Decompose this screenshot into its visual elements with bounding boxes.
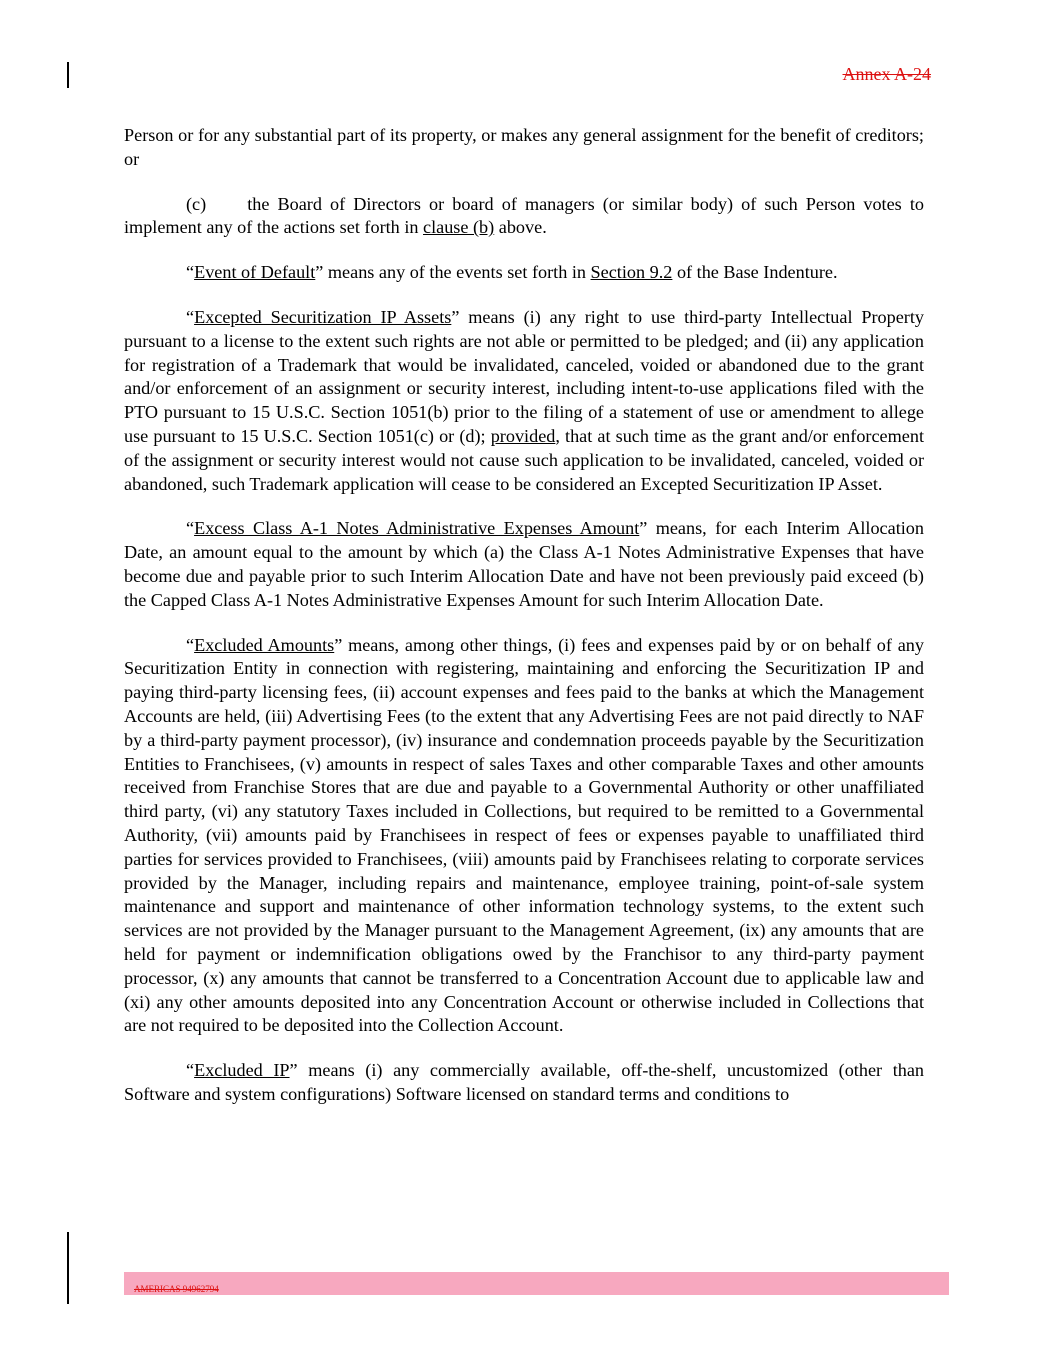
defined-term: Excepted Securitization IP Assets — [194, 306, 452, 327]
footer-highlight — [124, 1272, 949, 1295]
paragraph-clause-c: (c) the Board of Directors or board of managers (or similar body) of such Person votes to implement any of the actions set forth in clause (b) above. — [124, 193, 924, 238]
document-body — [124, 124, 924, 1128]
definition-excluded-ip: “Excluded IP” means (i) any commercially available, off-the-shelf, uncustomized (other than Software and system configurations) Software licensed on standard terms and conditions to — [124, 1060, 925, 1104]
defined-term: Excess Class A-1 Notes Administrative Expenses Amount — [194, 518, 640, 539]
clause-label: (c) — [186, 193, 207, 214]
definition-excepted-securitization-ip-assets: “Excepted Securitization IP Assets” means (i) any right to use third-party Intellectual Property pursuant to a license to the extent such rights are not able or permitted to be pledged; and (ii) any application for registration of a Trademark that would be invalidated, canceled, voided or abandoned due to the grant and/or enforcement of an assignment or security interest, including intent-to-use applications filed with the PTO pursuant to 15 U.S.C. Section 1051(b) prior to the filing of a statement of use or amendment to allege use pursuant to 15 U.S.C. Section 1051(c) or (d); provided, that at such time as the grant and/or enforcement of the assignment or security interest would not cause such application to be invalidated, canceled, voided or abandoned, such Trademark application will cease to be considered an Excepted Securitization IP Asset. — [124, 306, 924, 494]
annex-header: Annex A-24 — [842, 64, 931, 84]
definition-event-of-default: “Event of Default” means any of the events set forth in Section 9.2 of the Base Indenture. — [186, 262, 838, 283]
revision-bar-top — [67, 62, 69, 88]
revision-bar-bottom — [67, 1232, 69, 1304]
provided-term: provided — [490, 425, 556, 446]
paragraph-continuation: Person or for any substantial part of its property, or makes any general assignment for the benefit of creditors; or — [124, 125, 924, 169]
defined-term: Excluded IP — [194, 1060, 290, 1081]
defined-term: Excluded Amounts — [194, 634, 335, 655]
document-id: AMERICAS 94962794 — [134, 1284, 219, 1294]
section-reference: Section 9.2 — [590, 262, 673, 283]
definition-excess-class-a1-expenses: “Excess Class A-1 Notes Administrative Expenses Amount” means, for each Interim Allocation Date, an amount equal to the amount by which (a) the Class A-1 Notes Administrative Expenses that have become due and payable prior to such Interim Allocation Date and have not been previously paid exceed (b) the Capped Class A-1 Notes Administrative Expenses Amount for such Interim Allocation Date. — [124, 518, 924, 610]
definition-excluded-amounts: “Excluded Amounts” means, among other things, (i) fees and expenses paid by or on behalf of any Securitization Entity in connection with registering, maintaining and enforcing the Securitization IP and paying third-party licensing fees, (ii) account expenses and fees paid to the banks at which the Management Accounts are held, (iii) Advertising Fees (to the extent that any Advertising Fees are not paid directly to NAF by a third-party payment processor), (iv) insurance and condemnation proceeds payable by the Securitization Entities to Franchisees, (v) amounts in respect of sales Taxes and other comparable Taxes and other amounts received from Franchise Stores that are due and payable to a Governmental Authority or other unaffiliated third party, (vi) any statutory Taxes included in Collections, but required to be remitted to a Governmental Authority, (vii) amounts paid by Franchisees in respect of fees or expenses payable to unaffiliated third parties for services provided to Franchisees, (viii) amounts paid by Franchisees relating to corporate services provided by the Manager, including repairs and maintenance, employee training, point-of-sale system maintenance and support and maintenance of other information technology systems, to the extent such services are not provided by the Manager pursuant to the Management Agreement, (ix) any amounts that are held for payment or indemnification obligations owed by the Franchisor to any third-party payment processor, (x) any amounts that cannot be transferred to a Concentration Account due to applicable law and (xi) any other amounts deposited into any Concentration Account or otherwise included in Collections that are not required to be deposited into the Collection Account. — [124, 634, 924, 1036]
clause-b-reference: clause (b) — [423, 217, 495, 238]
defined-term: Event of Default — [194, 262, 316, 283]
